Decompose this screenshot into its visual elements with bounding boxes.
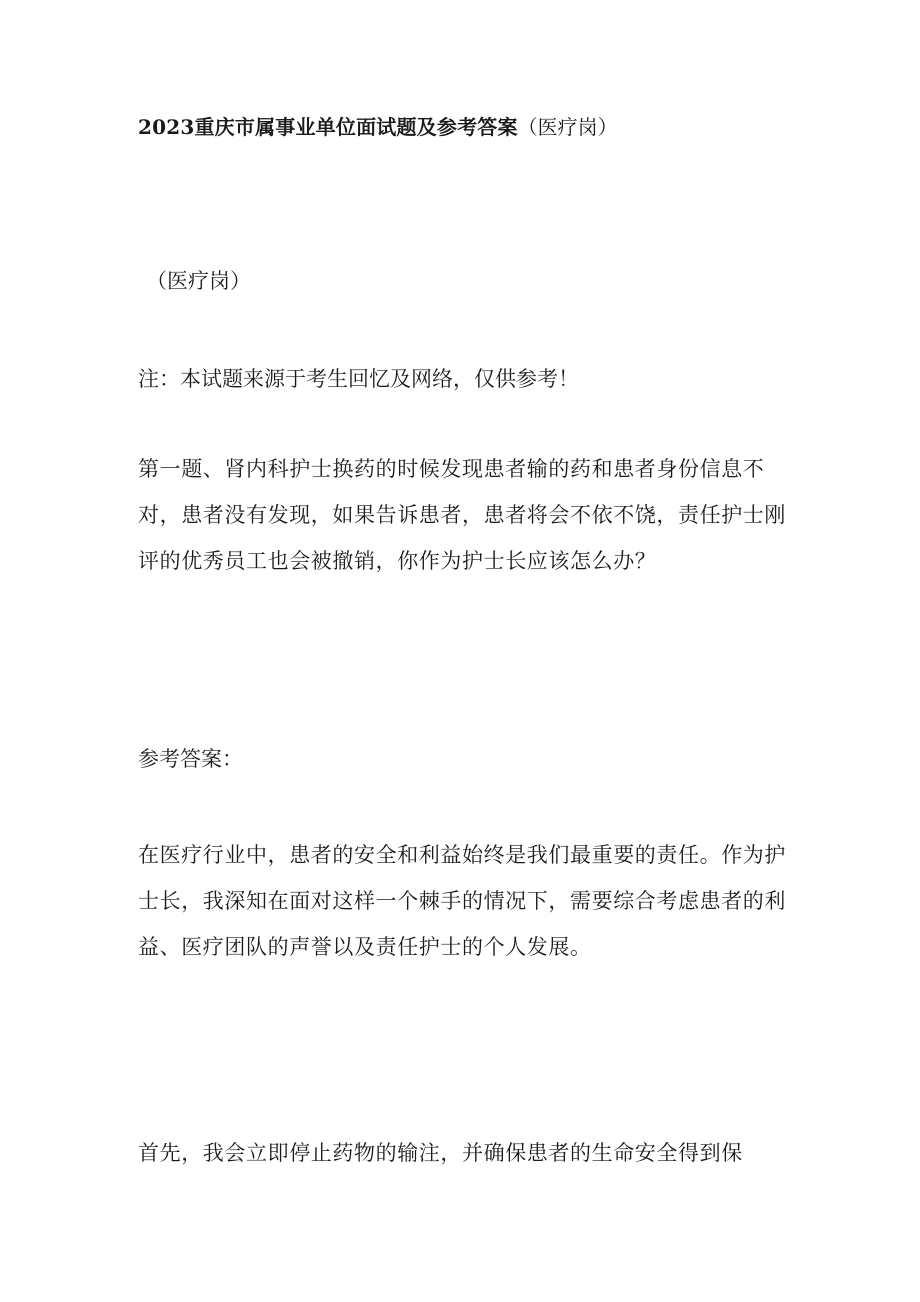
answer-label: 参考答案： [138, 747, 243, 771]
document-subtitle: （医疗岗） [146, 269, 251, 293]
question-paragraph: 第一题、肾内科护士换药的时候发现患者输的药和患者身份信息不对，患者没有发现，如果告诉患者，患者将会不依不饶，责任护士刚评的优秀员工也会被撤销，你作为护士长应该怎么办？ [138, 457, 786, 573]
answer-paragraph-2: 首先，我会立即停止药物的输注，并确保患者的生命安全得到保 [138, 1141, 743, 1165]
document-title-suffix: （医疗岗） [517, 115, 618, 139]
answer-paragraph-1: 在医疗行业中，患者的安全和利益始终是我们最重要的责任。作为护士长，我深知在面对这样一个棘手的情况下，需要综合考虑患者的利益、医疗团队的声誉以及责任护士的个人发展。 [138, 843, 786, 959]
document-title [138, 105, 788, 149]
document-title-main: 2023重庆市属事业单位面试题及参考答案 [138, 115, 518, 139]
source-note: 注：本试题来源于考生回忆及网络，仅供参考！ [138, 367, 579, 391]
